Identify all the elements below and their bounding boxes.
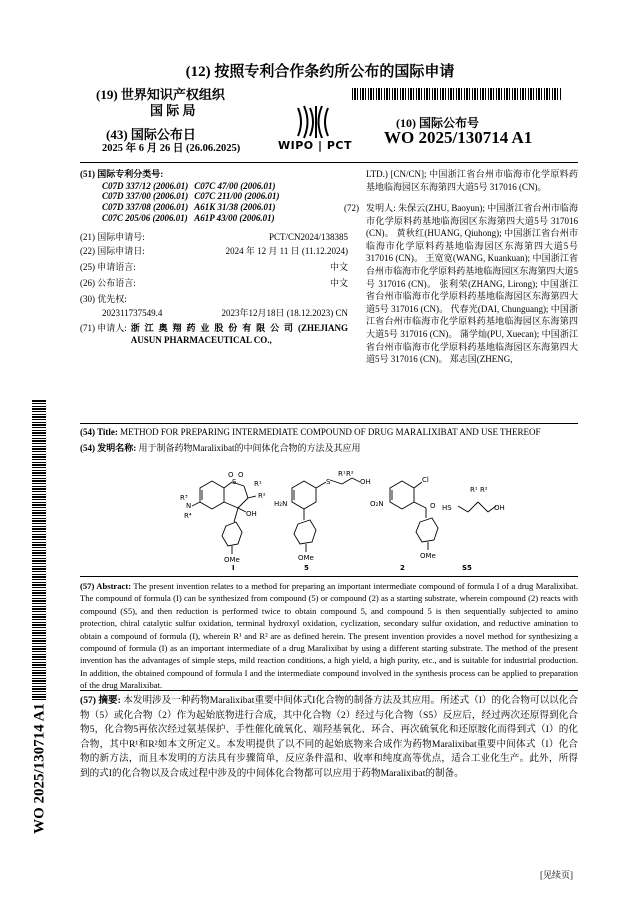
- applicant-continued: LTD.) [CN/CN]; 中国浙江省台州市临海市化学原料药基地临海园区东海第四大道5号 317016 (CN)。: [366, 169, 578, 192]
- filing-date-row: [80, 244, 348, 258]
- applicant-label: (71) 申请人:: [80, 322, 127, 333]
- ipc-code: C07C 211/00 (2006.01): [194, 191, 280, 202]
- applicant: [80, 322, 348, 347]
- ipc-row: [102, 181, 286, 192]
- header-divider: [80, 162, 578, 163]
- inventors-label: (72): [344, 203, 359, 213]
- application-number-row: [80, 230, 348, 244]
- application-number-label: (21) 国际申请号:: [80, 231, 145, 242]
- structures-figure: [180, 466, 510, 570]
- ipc-code: A61P 43/00 (2006.01): [194, 212, 275, 223]
- atom-label: R⁴: [184, 512, 192, 520]
- atom-label: OH: [360, 478, 371, 486]
- atom-label: N: [186, 502, 192, 510]
- publication-language-label: (26) 公布语言:: [80, 277, 136, 288]
- filing-language-label: (25) 申请语言:: [80, 261, 136, 272]
- side-publication-number: WO 2025/130714 A1: [31, 703, 48, 834]
- applicant-name: 浙 江 奥 翔 药 业 股 份 有 限 公 司 (ZHEJIANG AUSUN PHARMACEUTICAL CO.,: [130, 322, 348, 346]
- abstract-chinese-text: 本发明涉及一种药物Maralixibat重要中间体式I化合物的制备方法及其应用。所述式（I）的化合物可以以化合物（5）或化合物（2）作为起始底物进行合成，其中化合物（2）经过与化合物（S5）反应后，经过两次还原得到化合物5，化合物5再依次经过氨基保护、手性催化硫氧化、端羟基氧化、环合、再次硫氧化和还原胺化而得到式（I）的化合物，其中R¹和R²如本文所定义。本发明提供了以不同的起始底物来合成作为药物Maralixibat重要中间体式（I）化合物的新方法，而且本发明的方法具有步骤简单，反应条件温和、收率和纯度高等优点，适合工业化生产。此外，所得到的式I的化合物以及合成过程中涉及的中间体化合物都可以应用于药物Maralixibat的制备。: [80, 695, 578, 779]
- atom-label: HS: [442, 504, 452, 512]
- atom-label: OH: [246, 510, 257, 518]
- inventors-block: [344, 202, 578, 366]
- atom-label: O: [228, 471, 234, 479]
- publication-language: 中文: [329, 277, 348, 288]
- publication-language-row: [80, 276, 348, 290]
- atom-label: R³: [180, 494, 188, 502]
- atom-label: R²: [258, 492, 266, 500]
- atom-label: R²: [480, 486, 488, 494]
- ipc-code: A61K 31/38 (2006.01): [194, 202, 276, 213]
- atom-label: OMe: [224, 556, 240, 564]
- filing-date-label: (22) 国际申请日:: [80, 245, 145, 256]
- compound-label: 5: [304, 564, 309, 570]
- priority-date: 2023年12月18日 (18.12.2023) CN: [221, 307, 348, 318]
- atom-label: OMe: [420, 552, 436, 560]
- side-barcode: [32, 400, 46, 700]
- ipc-row: [102, 213, 286, 224]
- abstract-chinese-label: (57) 摘要:: [80, 695, 121, 706]
- abstract-chinese: [80, 694, 578, 782]
- publication-date: 2025 年 6 月 26 日 (26.06.2025): [102, 143, 241, 154]
- ipc-code: C07C 205/06 (2006.01): [102, 212, 188, 223]
- publication-number: WO 2025/130714 A1: [384, 128, 533, 147]
- abstract-zh-divider: [80, 690, 578, 691]
- abstract-divider: [80, 576, 578, 577]
- title-english-text: METHOD FOR PREPARING INTERMEDIATE COMPOUND OF DRUG MARALIXIBAT AND USE THEREOF: [120, 427, 541, 437]
- title-chinese-text: 用于制备药物Maralixibat的中间体化合物的方法及其应用: [138, 443, 361, 453]
- inventors-text: 发明人: 朱保云(ZHU, Baoyun); 中国浙江省台州市临海市化学原料药基地临海园区东海第四大道5号 317016 (CN)。 黄秋红(HUANG, Qiuhong); 中国浙江省台州市临海市化学原料药基地临海园区东海第四大道5号 317016 (CN)。 王宽宽(WANG, Kuankuan); 中国浙江省台州市临海市化学原料药基地临海园区东海第四大道5号 317016 (CN)。 张利荣(ZHANG, Lirong); 中国浙江省台州市临海市化学原料药基地临海园区东海第四大道5号 317016 (CN)。 代春光(DAI, Chunguang); 中国浙江省台州市临海市化学原料药基地临海园区东海第四大道5号 317016 (CN)。 蒲学灿(PU, Xuecan); 中国浙江省台州市临海市化学原料药基地临海园区东海第四大道5号 317016 (CN)。 郑志国(ZHENG,: [366, 203, 578, 365]
- continued-note: [见续页]: [540, 870, 573, 880]
- atom-label: OMe: [298, 554, 314, 562]
- atom-label: O: [430, 502, 436, 510]
- atom-label: R²: [346, 470, 354, 478]
- application-number: PCT/CN2024/138385: [268, 231, 348, 242]
- publication-date-label: (43) 国际公布日: [106, 127, 196, 142]
- ipc-label: (51) 国际专利分类号:: [80, 169, 164, 179]
- ipc-code: C07D 337/08 (2006.01): [102, 202, 189, 213]
- priority-label: (30) 优先权:: [80, 293, 127, 304]
- filing-language-row: [80, 260, 348, 274]
- ipc-code: C07D 337/00 (2006.01): [102, 191, 189, 202]
- atom-label: O: [238, 471, 244, 479]
- atom-label: H₂N: [274, 500, 288, 508]
- atom-label: S: [326, 478, 331, 486]
- abstract-english: [80, 580, 578, 692]
- ipc-row: [102, 191, 286, 202]
- atom-label: Cl: [422, 476, 429, 484]
- abstract-english-label: (57) Abstract:: [80, 581, 132, 591]
- priority-label-row: [80, 292, 348, 306]
- wipo-logo: [278, 104, 368, 150]
- document-title: (12) 按照专利合作条约所公布的国际申请: [185, 64, 455, 80]
- ipc-code: C07C 47/00 (2006.01): [194, 180, 276, 191]
- title-chinese: [80, 442, 578, 455]
- wipo-pct-text: WIPO | PCT: [278, 139, 352, 152]
- top-barcode: [352, 88, 562, 100]
- publication-number-label: (10) 国际公布号: [396, 116, 479, 130]
- organization-name: (19) 世界知识产权组织: [96, 87, 225, 102]
- bibliographic-left-column: [80, 168, 348, 347]
- compound-label: 2: [400, 564, 405, 570]
- atom-label: R¹: [254, 480, 262, 488]
- atom-label: OH: [494, 504, 505, 512]
- compound-label: I: [232, 564, 235, 570]
- atom-label: R¹: [470, 486, 478, 494]
- atom-label: R¹: [338, 470, 346, 478]
- title-divider-top: [80, 423, 578, 424]
- ipc-table: [102, 181, 286, 224]
- abstract-english-text: The present invention relates to a method for preparing an important intermediate compound of formula I of a drug Maralixibat. The compound of formula (I) can be synthesized from compound (5) or compound (2) as a starting substrate, wherein compound (2) reacts with compound (S5), and then reduction is performed twice to obtain compound 5, and compound 5 is then sequentially subjected to amino protection, chiral catalytic sulfur oxidation, terminal hydroxyl oxidation, cyclization, secondary sulfur oxidation, and reductive amination to obtain a compound of formula (I), wherein R¹ and R² are as defined herein. The present invention provides a novel method for synthesizing a compound of formula (I) as an important intermediate of a drug Maralixibat by using a different starting substrate. The method of the present invention has the advantages of simple steps, mild reaction conditions, a high yield, a high purity, etc., and is suitable for industrial production. In addition, the obtained compound of formula I and the intermediate compound involved in the synthesis process can be applied to preparation of the drug Maralixibat.: [80, 581, 578, 691]
- title-english: [80, 426, 578, 439]
- atom-label: S: [232, 478, 237, 486]
- filing-language: 中文: [329, 261, 348, 272]
- ipc-row: [102, 202, 286, 213]
- compound-label: S5: [462, 564, 472, 570]
- atom-label: O₂N: [370, 500, 384, 508]
- title-english-label: (54) Title:: [80, 427, 118, 437]
- ipc-code: C07D 337/12 (2006.01): [102, 180, 189, 191]
- filing-date: 2024 年 12 月 11 日 (11.12.2024): [225, 245, 348, 256]
- title-chinese-label: (54) 发明名称:: [80, 443, 137, 453]
- organization-bureau: 国 际 局: [150, 103, 196, 118]
- priority-number: 202311737549.4: [102, 307, 163, 318]
- priority-row: [80, 306, 348, 320]
